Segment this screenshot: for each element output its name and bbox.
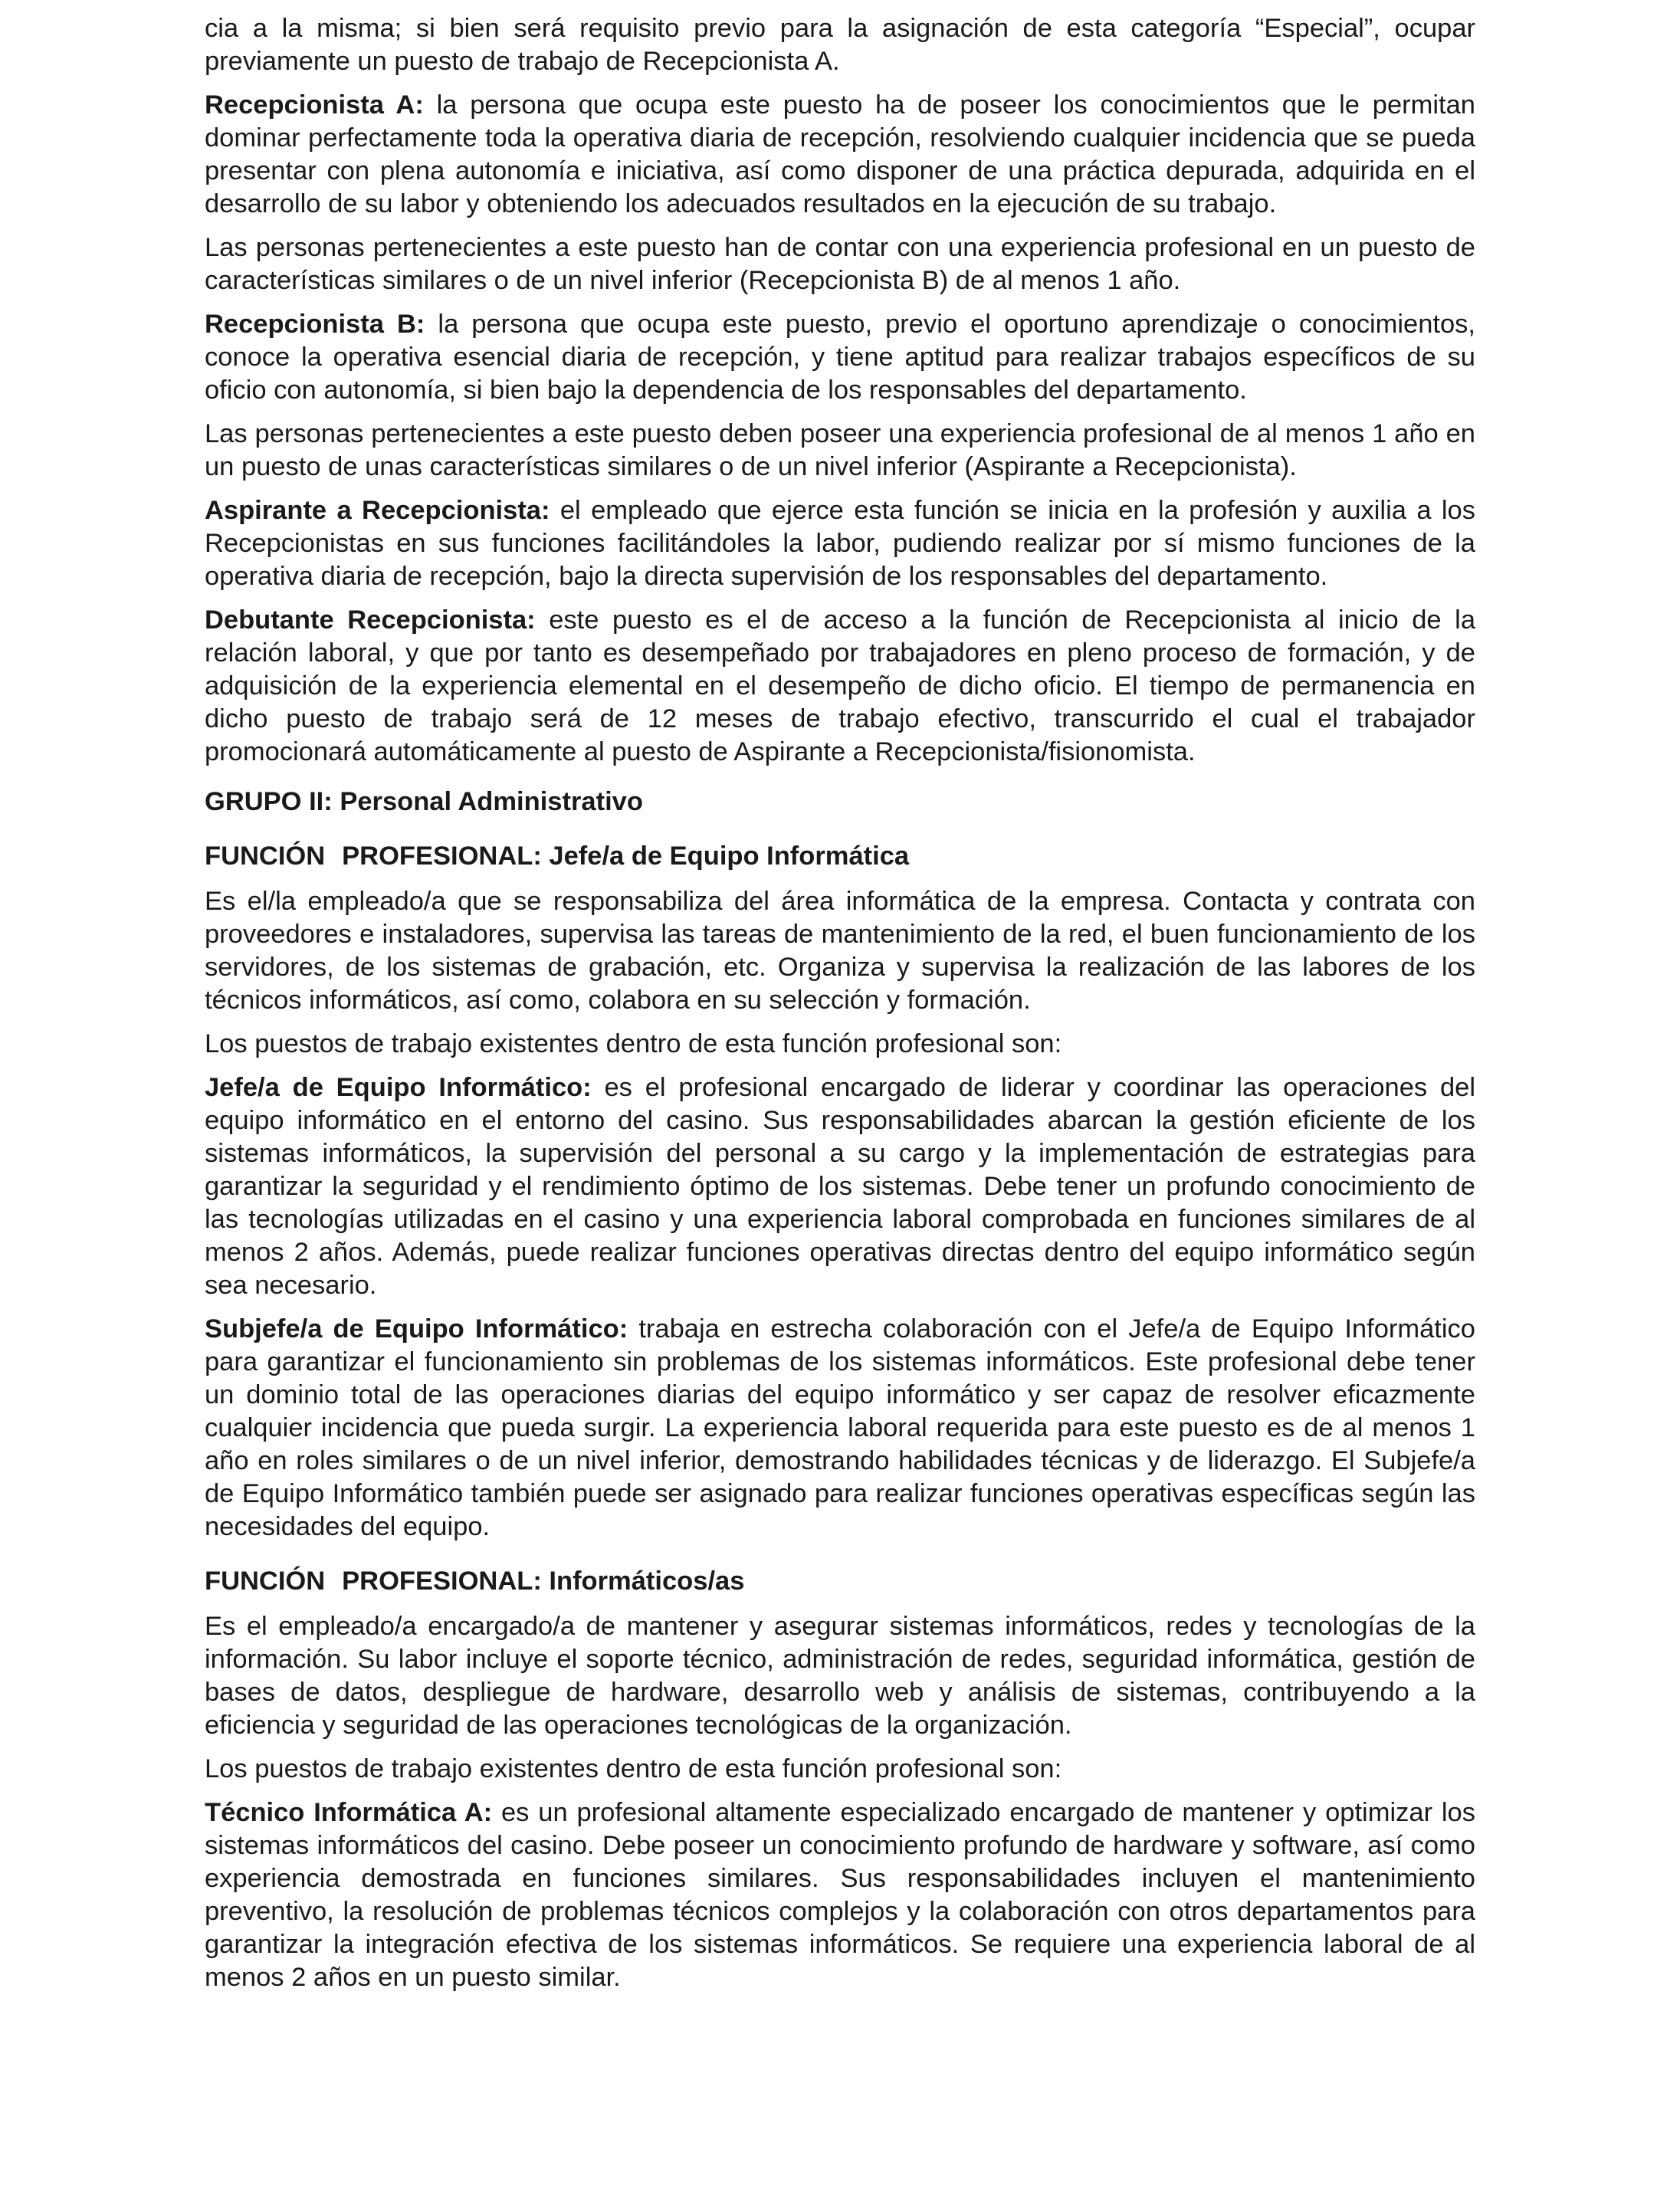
- paragraph-debutante-recepcionista: Debutante Recepcionista: este puesto es el de acceso a la función de Recepcionista al inicio de la relación laboral, y que por tanto es desempeñado por trabajadores en pleno proceso de formación, y de adquisición de la experiencia elemental en el desempeño de dicho oficio. El tiempo de permanencia en dicho puesto de trabajo será de 12 meses de trabajo efectivo, transcurrido el cual el trabajador promocionará automáticamente al puesto de Aspirante a Recepcionista/fisionomista.: [205, 605, 1476, 766]
- paragraph: Los puestos de trabajo existentes dentro de esta función profesional son:: [205, 1754, 1062, 1783]
- paragraph: Las personas pertenecientes a este puesto han de contar con una experiencia profesional en un puesto de características similares o de un nivel inferior (Recepcionista B) de al menos 1 año.: [205, 233, 1475, 295]
- paragraph-recepcionista-a: Recepcionista A: la persona que ocupa este puesto ha de poseer los conocimientos que le permitan dominar perfectamente toda la operativa diaria de recepción, resolviendo cualquier incidencia que se pueda presentar con plena autonomía e iniciativa, así como disponer de una práctica depurada, adquirida en el desarrollo de su labor y obteniendo los adecuados resultados en la ejecución de su trabajo.: [205, 90, 1475, 218]
- section-heading-informaticos: FUNCIÓN PROFESIONAL: Informáticos/as: [205, 1567, 745, 1596]
- paragraph: Las personas pertenecientes a este puesto deben poseer una experiencia profesional de al menos 1 año en un puesto de unas características similares o de un nivel inferior (Aspirante a Recepcionista).: [205, 419, 1475, 481]
- paragraph-tecnico-informatica-a: Técnico Informática A: es un profesional altamente especializado encargado de mantener y optimizar los sistemas informáticos del casino. Debe poseer un conocimiento profundo de hardware y software, así como experiencia demostrada en funciones similares. Sus responsabilidades incluyen el mantenimiento preventivo, la resolución de problemas técnicos complejos y la colaboración con otros departamentos para garantizar la integración efectiva de los sistemas informáticos. Se requiere una experiencia laboral de al menos 2 años en un puesto similar.: [205, 1798, 1475, 1992]
- term-label: Recepcionista A:: [205, 90, 424, 120]
- term-label: Aspirante a Recepcionista:: [205, 496, 550, 525]
- term-label: Debutante Recepcionista:: [205, 605, 536, 635]
- paragraph-aspirante-recepcionista: Aspirante a Recepcionista: el empleado que ejerce esta función se inicia en la profesión y auxilia a los Recepcionistas en sus funciones facilitándoles la labor, pudiendo realizar por sí mismo funciones de la operativa diaria de recepción, bajo la directa supervisión de los responsables del departamento.: [205, 496, 1475, 591]
- paragraph: Es el empleado/a encargado/a de mantener y asegurar sistemas informáticos, redes y tecnologías de la información. Su labor incluye el soporte técnico, administración de redes, seguridad informática, gestión de bases de datos, despliegue de hardware, desarrollo web y análisis de sistemas, contribuyendo a la eficiencia y seguridad de las operaciones tecnológicas de la organización.: [205, 1612, 1475, 1740]
- paragraph-recepcionista-b: Recepcionista B: la persona que ocupa este puesto, previo el oportuno aprendizaje o conocimientos, conoce la operativa esencial diaria de recepción, y tiene aptitud para realizar trabajos específicos de su oficio con autonomía, si bien bajo la dependencia de los responsables del departamento.: [205, 310, 1475, 405]
- group-heading: GRUPO II: Personal Administrativo: [205, 787, 643, 816]
- paragraph: Es el/la empleado/a que se responsabiliza del área informática de la empresa. Contacta y contrata con proveedores e instaladores, supervisa las tareas de mantenimiento de la red, el buen funcionamiento de los servidores, de los sistemas de grabación, etc. Organiza y supervisa la realización de las labores de los técnicos informáticos, así como, colabora en su selección y formación.: [205, 887, 1475, 1015]
- document-page: [205, 12, 1475, 2005]
- term-label: Recepcionista B:: [205, 310, 425, 339]
- paragraph: cia a la misma; si bien será requisito previo para la asignación de esta categoría “Especial”, ocupar previamente un puesto de trabajo de Recepcionista A.: [205, 14, 1475, 76]
- term-label: Técnico Informática A:: [205, 1798, 493, 1827]
- paragraph: Los puestos de trabajo existentes dentro de esta función profesional son:: [205, 1029, 1062, 1058]
- paragraph-subjefe-equipo-informatico: Subjefe/a de Equipo Informático: trabaja en estrecha colaboración con el Jefe/a de Equipo Informático para garantizar el funcionamiento sin problemas de los sistemas informáticos. Este profesional debe tener un dominio total de las operaciones diarias del equipo informático y ser capaz de resolver eficazmente cualquier incidencia que pueda surgir. La experiencia laboral requerida para este puesto es de al menos 1 año en roles similares o de un nivel inferior, demostrando habilidades técnicas y de liderazgo. El Subjefe/a de Equipo Informático también puede ser asignado para realizar funciones operativas específicas según las necesidades del equipo.: [205, 1314, 1475, 1541]
- term-label: Subjefe/a de Equipo Informático:: [205, 1314, 628, 1344]
- section-heading-jefe-equipo-informatica: FUNCIÓN PROFESIONAL: Jefe/a de Equipo Informática: [205, 842, 910, 871]
- paragraph-jefe-equipo-informatico: Jefe/a de Equipo Informático: es el profesional encargado de liderar y coordinar las operaciones del equipo informático en el entorno del casino. Sus responsabilidades abarcan la gestión eficiente de los sistemas informáticos, la supervisión del personal a su cargo y la implementación de estrategias para garantizar la seguridad y el rendimiento óptimo de los sistemas. Debe tener un profundo conocimiento de las tecnologías utilizadas en el casino y una experiencia laboral comprobada en funciones similares de al menos 2 años. Además, puede realizar funciones operativas directas dentro del equipo informático según sea necesario.: [205, 1073, 1475, 1300]
- term-label: Jefe/a de Equipo Informático:: [205, 1073, 592, 1102]
